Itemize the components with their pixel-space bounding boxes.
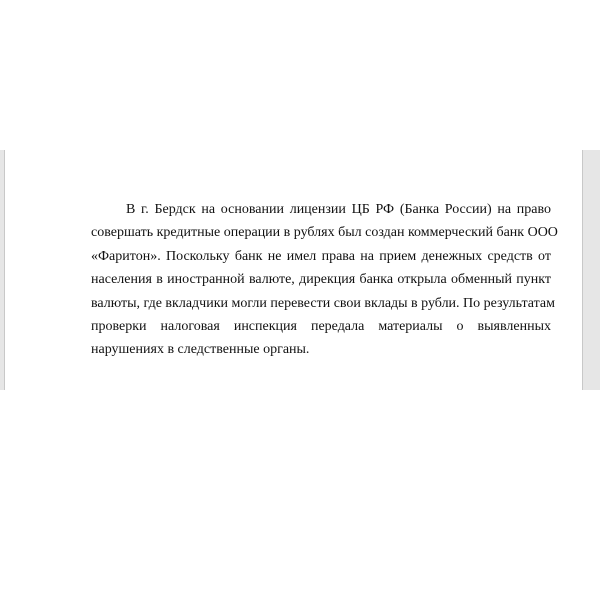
paragraph-line: «Фаритон». Поскольку банк не имел права на прием денежных средств от [91,248,551,264]
right-scroll-strip [582,150,600,390]
document-page [5,150,582,390]
paragraph-line: проверки налоговая инспекция передала материалы о выявленных [91,319,551,335]
paragraph-line: нарушениях в следственные органы. [91,342,310,358]
paragraph-line: В г. Бердск на основании лицензии ЦБ РФ (Банка России) на право [126,202,551,217]
paragraph [91,198,558,362]
paragraph-line: валюты, где вкладчики могли перевести свои вклады в рубли. По результатам [91,295,556,311]
paragraph-line: населения в иностранной валюте, дирекция банка открыла обменный пункт [91,272,551,288]
paragraph-line: совершать кредитные операции в рублях был создан коммерческий банк ООО [91,225,558,241]
